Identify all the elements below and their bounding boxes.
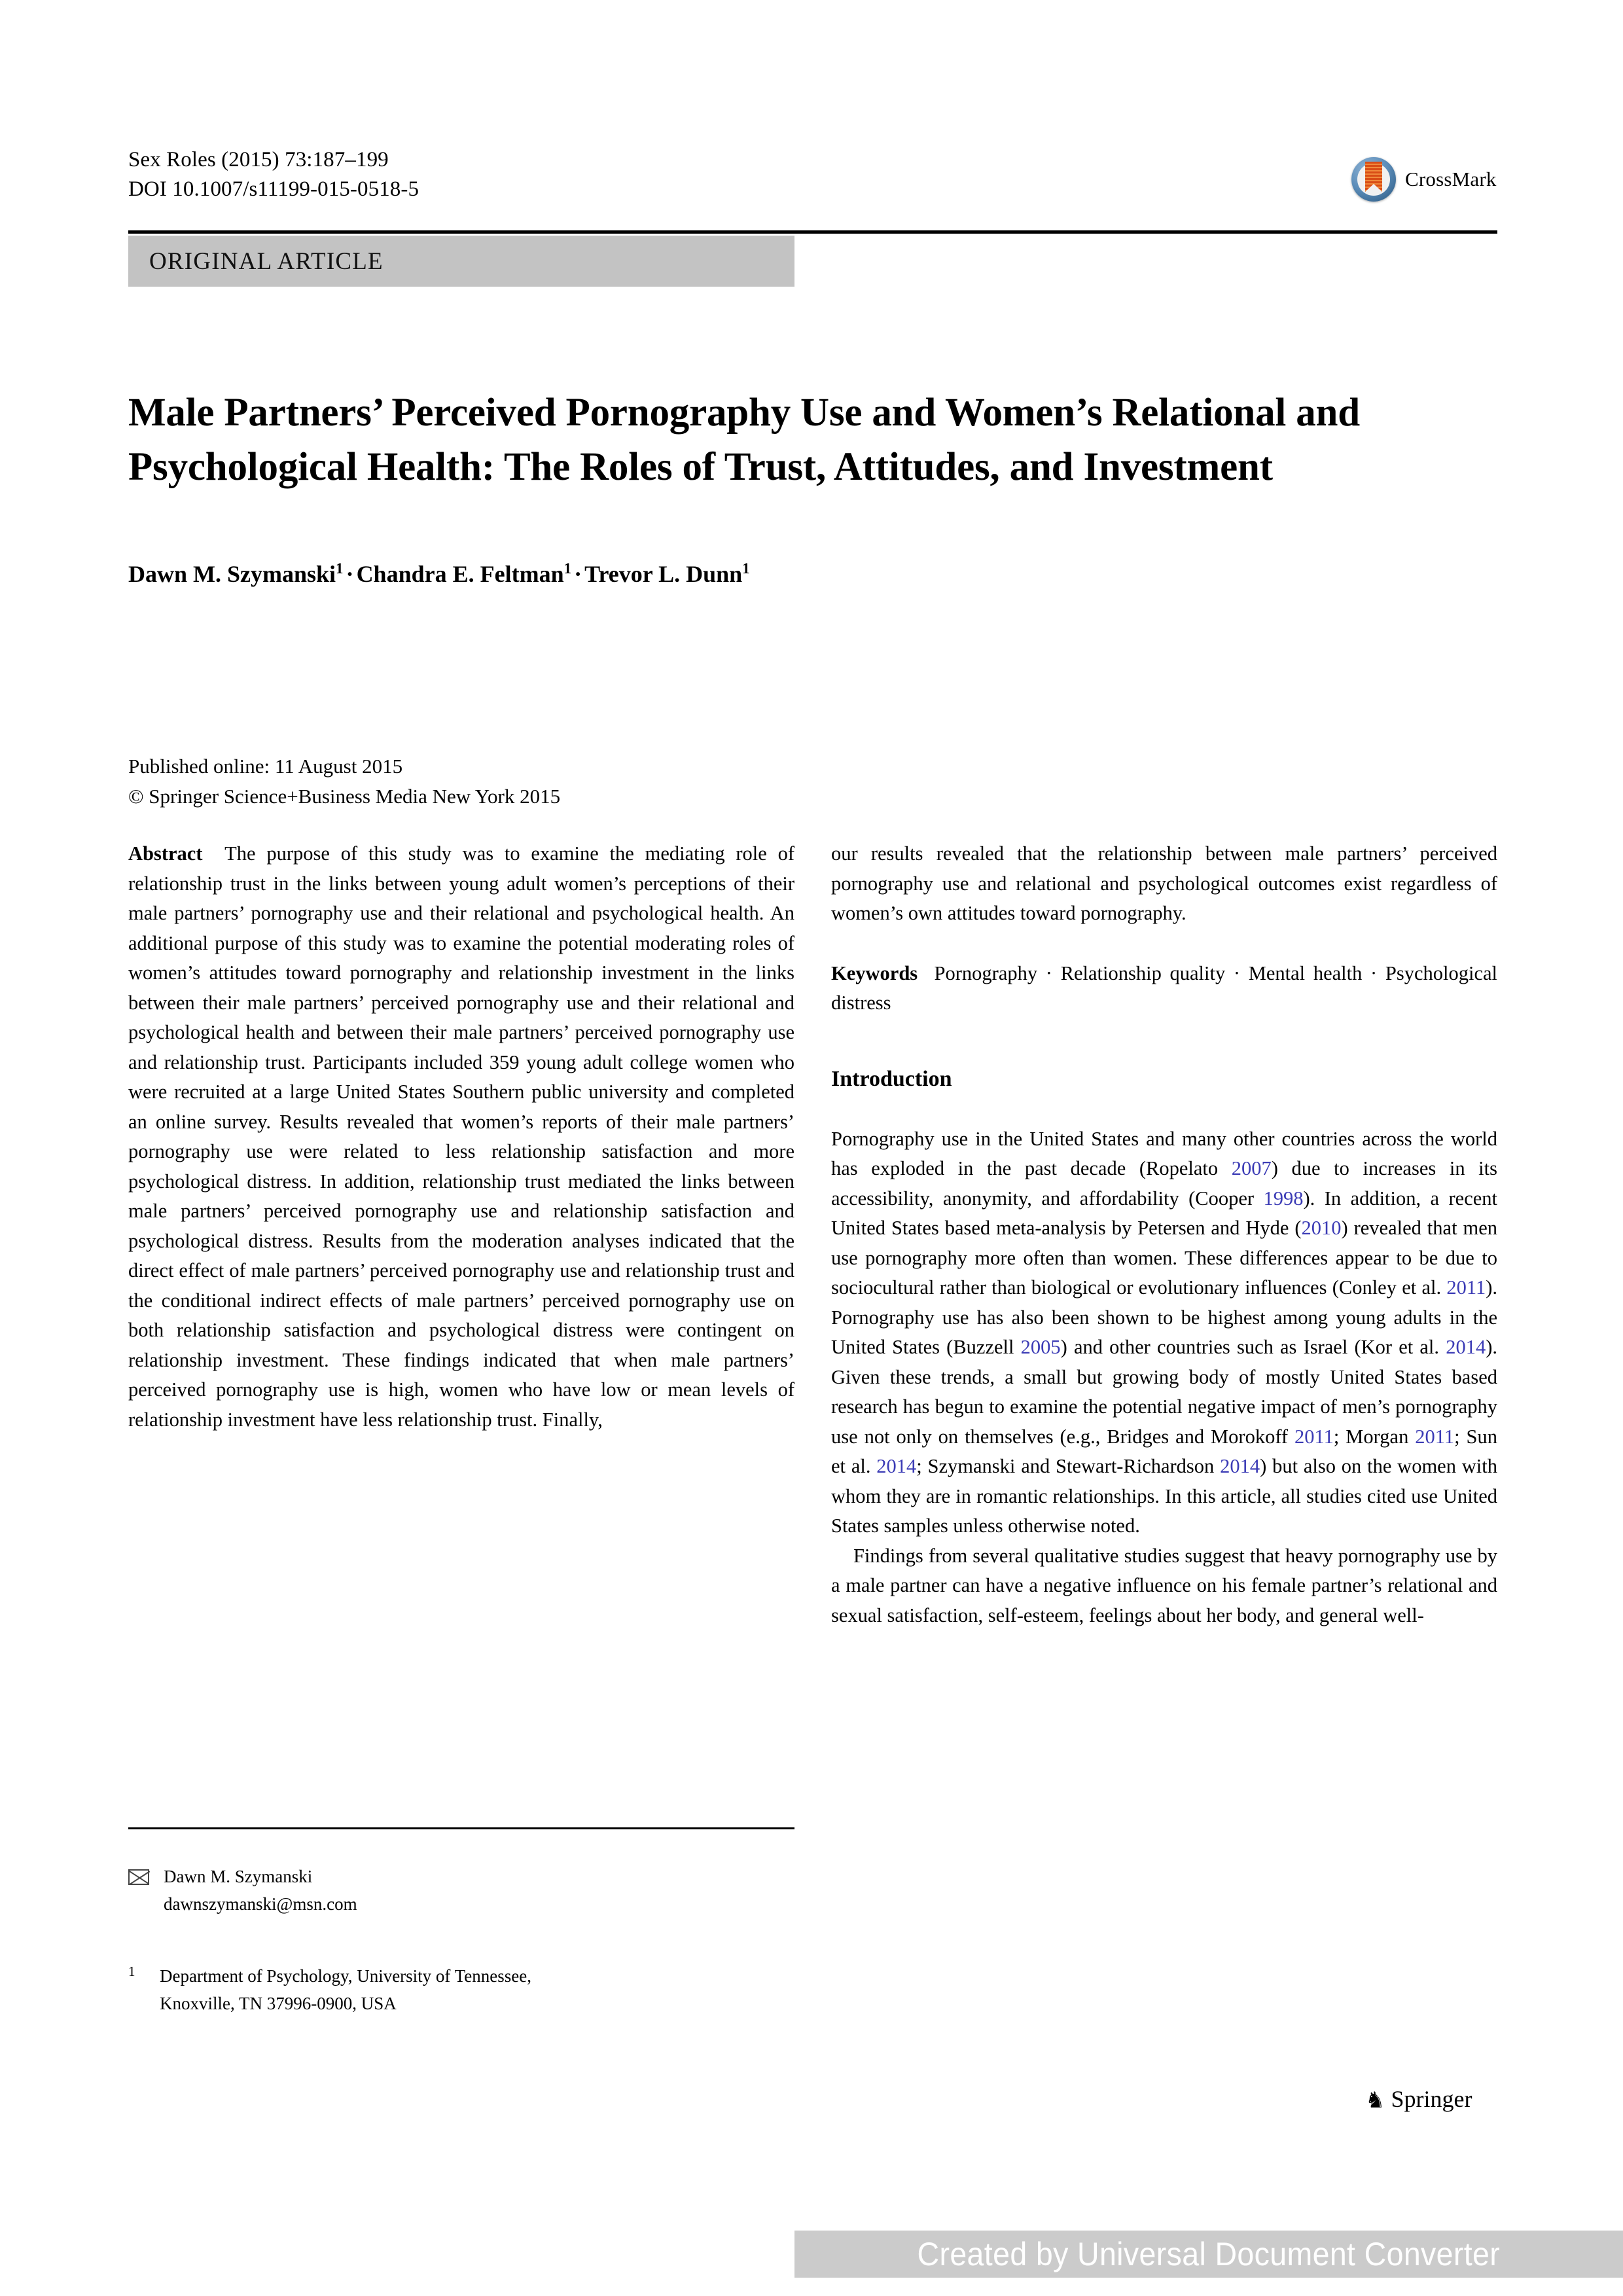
- body-text: ; Morgan: [1333, 1425, 1416, 1448]
- affiliation-line: Knoxville, TN 37996-0900, USA: [160, 1994, 397, 2013]
- springer-logo: [1365, 2085, 1472, 2113]
- body-text: ) due to increases in its accessibility, anonymity, and affordability (Cooper: [831, 1157, 1497, 1210]
- body-text: ) and other countries such as Israel (Kor et al.: [1060, 1336, 1446, 1358]
- journal-doi-line: DOI 10.1007/s11199-015-0518-5: [128, 177, 419, 201]
- corresponding-author-email[interactable]: dawnszymanski@msn.com: [164, 1894, 357, 1914]
- body-text: Pornography use in the United States and many other countries across the world has exploded in the past decade (Ropelato: [831, 1127, 1497, 1179]
- column-left: [128, 839, 794, 1435]
- corresponding-author-details: [164, 1863, 357, 1918]
- citation-year[interactable]: 2014: [876, 1455, 917, 1477]
- keywords-paragraph: [831, 959, 1497, 1018]
- journal-citation-line: Sex Roles (2015) 73:187–199: [128, 148, 389, 171]
- keywords-label: Keywords: [831, 961, 918, 984]
- abstract-label: Abstract: [128, 842, 203, 865]
- header-divider: [128, 230, 1497, 234]
- citation-year[interactable]: 2010: [1301, 1217, 1342, 1239]
- publication-info: [128, 751, 1044, 812]
- watermark-banner: [794, 2231, 1623, 2278]
- article-title: Male Partners’ Perceived Pornography Use and Women’s Relational and Psychological Health: The Roles of Trust, Attitudes, and Investment: [128, 390, 1360, 489]
- body-text: ). Pornography use has also been shown to be highest among young adults in the United States (Buzzell: [831, 1276, 1497, 1358]
- keywords-text: Pornography · Relationship quality · Mental health · Psychological distress: [831, 961, 1497, 1014]
- citation-year[interactable]: 1998: [1263, 1187, 1304, 1210]
- citation-year[interactable]: 2005: [1020, 1336, 1061, 1358]
- citation-year[interactable]: 2014: [1446, 1336, 1486, 1358]
- springer-label: Springer: [1391, 2086, 1472, 2112]
- body-text: ; Sun et al.: [831, 1425, 1498, 1477]
- abstract-continuation: our results revealed that the relationship between male partners’ perceived pornography use and relational and psychological outcomes exist regardless of women’s own attitudes toward pornography.: [831, 842, 1497, 924]
- body-text: ) revealed that men use pornography more often than women. These differences appear to be due to sociocultural rather than biological or evolutionary influences (Conley et al.: [831, 1217, 1497, 1299]
- author-entry: [128, 561, 344, 587]
- author-affiliation-marker: 1: [742, 560, 750, 577]
- author-name: Dawn M. Szymanski: [128, 561, 336, 587]
- footnote-divider: [128, 1827, 794, 1829]
- citation-year[interactable]: 2011: [1446, 1276, 1486, 1299]
- spacer: [831, 1094, 1497, 1124]
- article-type-label: ORIGINAL ARTICLE: [149, 247, 383, 275]
- spacer: [831, 929, 1497, 959]
- citation-year[interactable]: 2011: [1294, 1425, 1334, 1448]
- author-entry: [584, 561, 750, 587]
- section-heading-introduction: Introduction: [831, 1066, 952, 1091]
- corresponding-author-name: Dawn M. Szymanski: [164, 1867, 313, 1886]
- footnote-block: [128, 1863, 794, 2017]
- crossmark-label: CrossMark: [1405, 168, 1497, 190]
- journal-header: [128, 145, 979, 204]
- citation-year[interactable]: 2007: [1231, 1157, 1272, 1179]
- crossmark-icon: [1351, 157, 1396, 202]
- affiliation-line: Department of Psychology, University of Tennessee,: [160, 1966, 531, 1986]
- author-affiliation-marker: 1: [563, 560, 572, 577]
- body-text: ) but also on the women with whom they are in romantic relationships. In this article, all studies cited use United States samples unless otherwise noted.: [831, 1455, 1497, 1537]
- affiliation-entry: [128, 1962, 794, 2017]
- abstract-text: The purpose of this study was to examine the mediating role of relationship trust in the links between young adult women’s perceptions of their male partners’ pornography use and their relational and psychological health. An additional purpose of this study was to examine the potential moderating roles of women’s attitudes toward pornography and relationship investment in the links between their male partners’ perceived pornography use and their relational and psychological health and between their male partners’ perceived pornography use and relationship trust. Participants included 359 young adult college women who were recruited at a large United States Southern public university and completed an online survey. Results revealed that women’s reports of their male partners’ pornography use were related to less relationship satisfaction and more psychological distress. In addition, relationship trust mediated the links between male partners’ perceived pornography use and relationship satisfaction and psychological distress. Results from the moderation analyses indicated that the direct effect of male partners’ perceived pornography use and relationship trust and the conditional indirect effects of male partners’ perceived pornography use on both relationship satisfaction and psychological distress were contingent on relationship investment. These findings indicated that when male partners’ perceived pornography use is high, women who have low or mean levels of relationship investment have less relationship trust. Finally,: [128, 842, 794, 1431]
- body-text: ; Szymanski and Stewart-Richardson: [916, 1455, 1221, 1477]
- affiliation-marker: 1: [128, 1964, 135, 1979]
- author-entry: [357, 561, 572, 587]
- springer-knight-icon: ♞: [1365, 2089, 1385, 2113]
- published-online-date: Published online: 11 August 2015: [128, 755, 403, 778]
- copyright-line: © Springer Science+Business Media New York 2015: [128, 785, 561, 808]
- introduction-paragraph-2: Findings from several qualitative studies suggest that heavy pornography use by a male partner can have a negative influence on his female partner’s relational and sexual satisfaction, self-esteem, feelings about her body, and general well-: [831, 1544, 1497, 1626]
- spacer: [831, 1018, 1497, 1064]
- author-separator: ·: [574, 561, 582, 587]
- watermark-text: Created by Universal Document Converter: [917, 2236, 1501, 2272]
- crossmark-bookmark-icon: [1365, 162, 1382, 192]
- body-text: ). Given these trends, a small but growing body of mostly United States based research has begun to examine the potential negative impact of men’s pornography use not only on themselves (e.g., Bridges and Morokoff: [831, 1336, 1497, 1448]
- author-affiliation-marker: 1: [336, 560, 344, 577]
- article-type-banner: [128, 236, 794, 287]
- column-right: [831, 839, 1497, 1630]
- crossmark-badge[interactable]: [1351, 157, 1497, 202]
- author-name: Chandra E. Feltman: [356, 561, 564, 587]
- introduction-paragraph-1: [831, 1124, 1497, 1541]
- citation-year[interactable]: 2014: [1220, 1455, 1260, 1477]
- author-list: [128, 558, 1391, 590]
- author-name: Trevor L. Dunn: [584, 561, 743, 587]
- affiliation-address: [160, 1962, 531, 2017]
- abstract-paragraph: [128, 839, 794, 1435]
- citation-year[interactable]: 2011: [1415, 1425, 1455, 1448]
- corresponding-author: [128, 1863, 794, 1918]
- body-text: ). In addition, a recent United States based meta-analysis by Petersen and Hyde (: [831, 1187, 1497, 1239]
- envelope-icon: [128, 1869, 149, 1885]
- author-separator: ·: [346, 561, 354, 587]
